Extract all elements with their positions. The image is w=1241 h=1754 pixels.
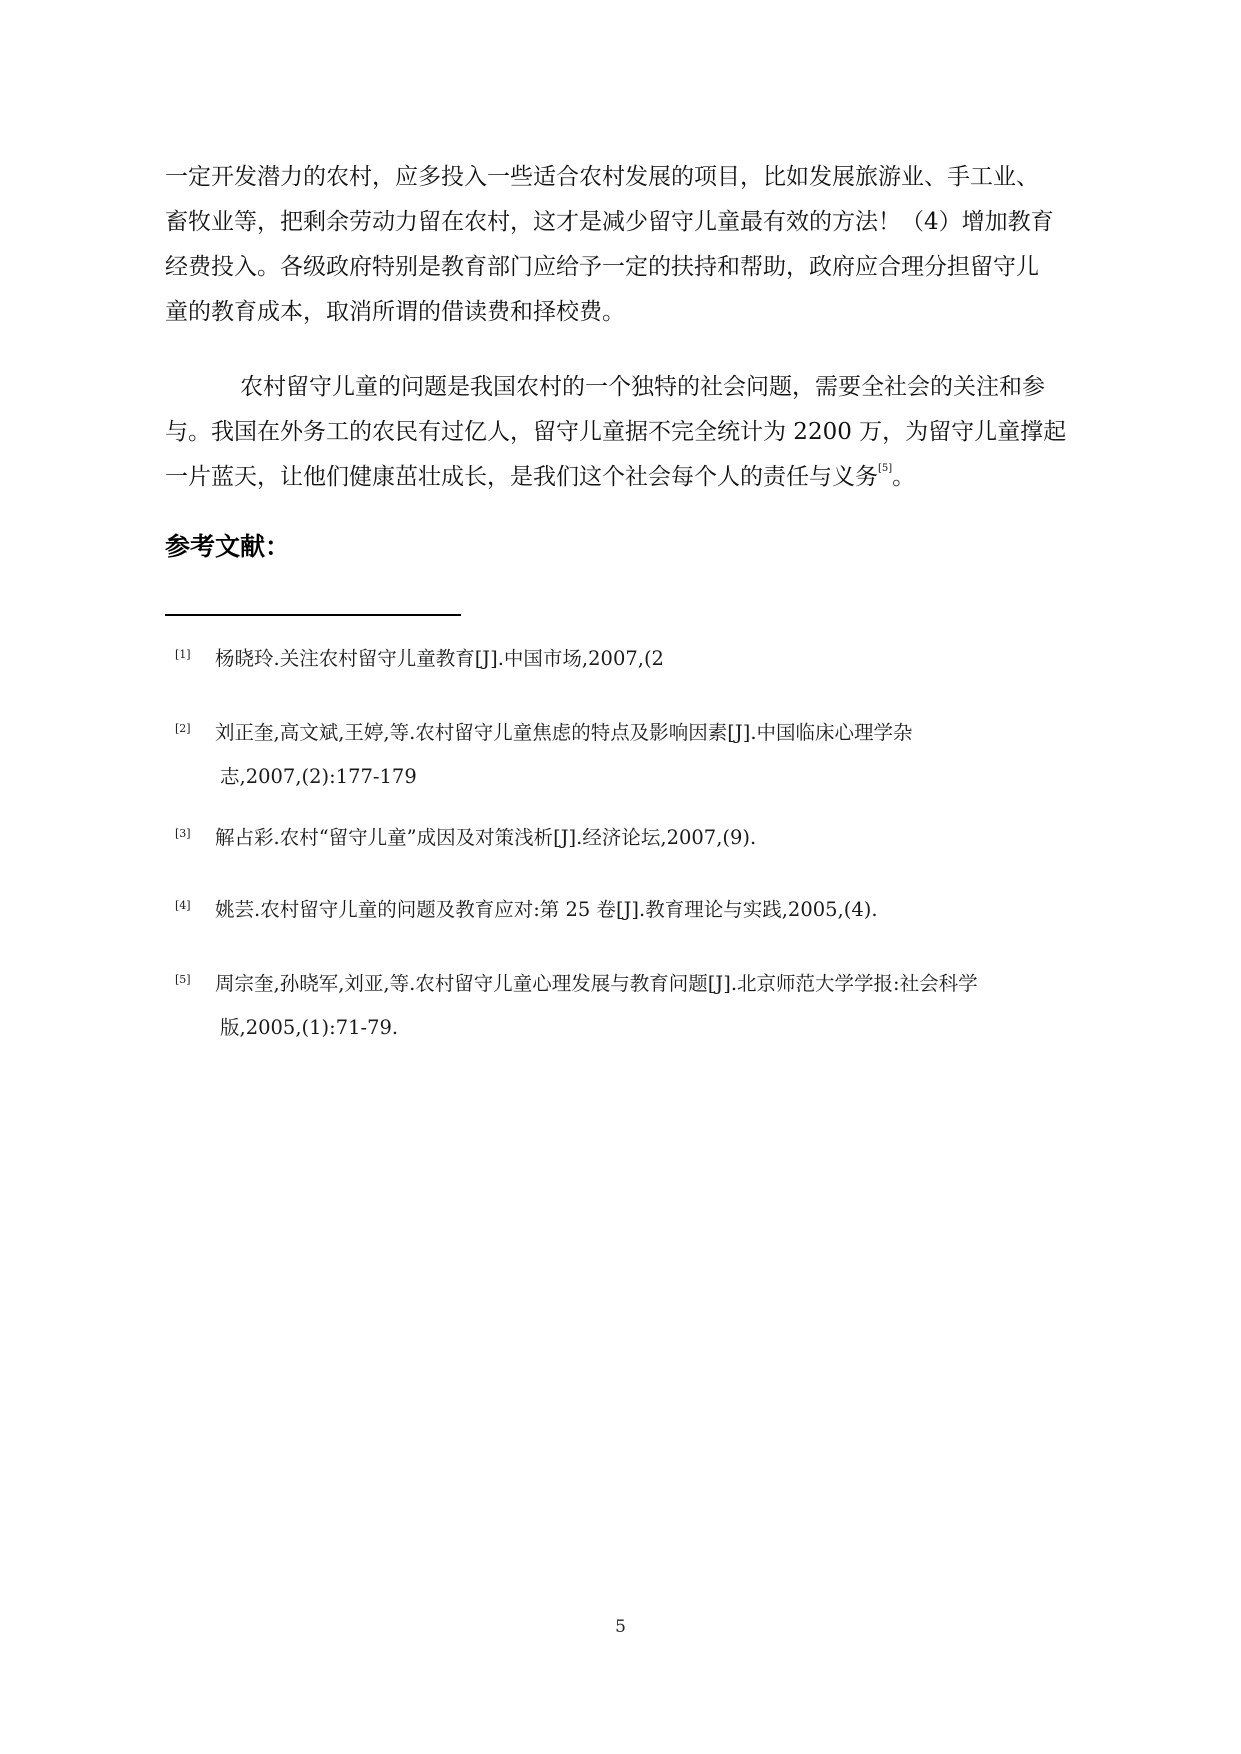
body-line: 童的教育成本，取消所谓的借读费和择校费。 xyxy=(165,299,625,325)
reference-text: 周宗奎,孙晓军,刘亚,等.农村留守儿童心理发展与教育问题[J].北京师范大学学报:社会科学 xyxy=(215,972,978,995)
body-line: 畜牧业等，把剩余劳动力留在农村，这才是减少留守儿童最有效的方法！（4）增加教育 xyxy=(165,209,1054,235)
body-text: 。 xyxy=(892,464,916,490)
references-heading: 参考文献： xyxy=(165,532,291,561)
reference-number: [5] xyxy=(175,973,191,986)
page-number: 5 xyxy=(615,1617,626,1637)
reference-number: [4] xyxy=(175,899,191,912)
reference-continuation: 版,2005,(1):71-79. xyxy=(220,1016,399,1039)
citation-mark: [5] xyxy=(878,463,893,474)
reference-item xyxy=(175,720,913,746)
body-line xyxy=(165,462,915,492)
reference-number: [2] xyxy=(175,722,191,735)
reference-text: 刘正奎,高文斌,王婷,等.农村留守儿童焦虑的特点及影响因素[J].中国临床心理学杂 xyxy=(215,721,913,744)
body-text: 一片蓝天，让他们健康茁壮成长，是我们这个社会每个人的责任与义务 xyxy=(165,464,878,490)
reference-text: 解占彩.农村“留守儿童”成因及对策浅析[J].经济论坛,2007,(9). xyxy=(215,826,757,849)
body-line: 与。我国在外务工的农民有过亿人，留守儿童据不完全统计为 2200 万，为留守儿童撑起 xyxy=(165,419,1067,445)
footnote-rule xyxy=(165,614,461,616)
reference-number: [3] xyxy=(175,827,191,840)
body-line: 经费投入。各级政府特别是教育部门应给予一定的扶持和帮助，政府应合理分担留守儿 xyxy=(165,254,1039,280)
reference-continuation: 志,2007,(2):177-179 xyxy=(220,765,417,788)
body-line: 农村留守儿童的问题是我国农村的一个独特的社会问题，需要全社会的关注和参 xyxy=(240,374,1045,400)
body-line: 一定开发潜力的农村，应多投入一些适合农村发展的项目，比如发展旅游业、手工业、 xyxy=(165,164,1039,190)
reference-text: 杨晓玲.关注农村留守儿童教育[J].中国市场,2007,(2 xyxy=(215,647,664,670)
reference-item xyxy=(175,971,978,997)
reference-item xyxy=(175,825,756,851)
reference-text: 姚芸.农村留守儿童的问题及教育应对:第 25 卷[J].教育理论与实践,2005,(4). xyxy=(215,898,878,921)
reference-item xyxy=(175,897,878,923)
reference-number: [1] xyxy=(175,648,191,661)
reference-item xyxy=(175,646,664,672)
